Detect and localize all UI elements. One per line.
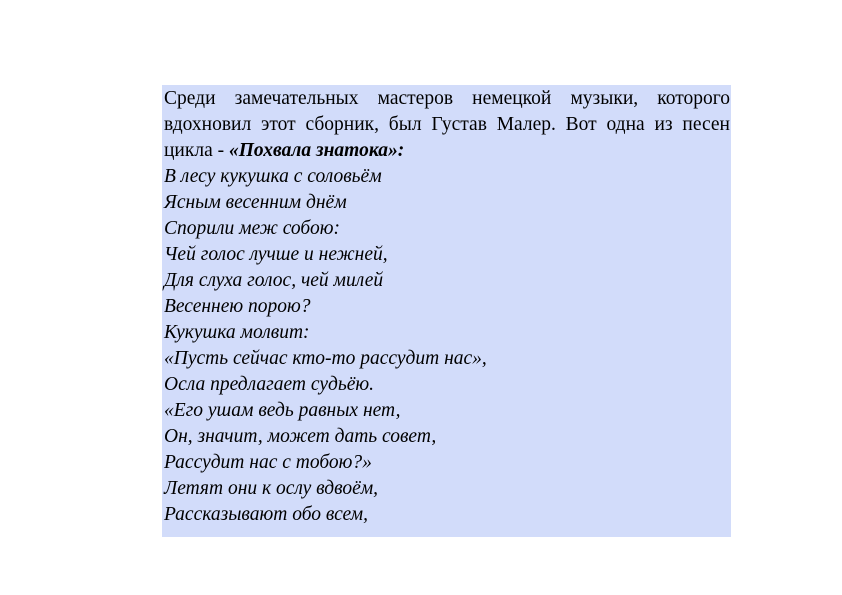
verse-line: Чей голос лучше и нежней, bbox=[164, 244, 388, 265]
verse-line: Осла предлагает судьёю. bbox=[164, 374, 374, 395]
verse-line: «Его ушам ведь равных нет, bbox=[164, 400, 401, 421]
verse bbox=[164, 164, 730, 528]
verse-line: В лесу кукушка с соловьём bbox=[164, 166, 382, 187]
song-title: «Похвала знатока» bbox=[228, 140, 398, 161]
verse-line: Рассудит нас с тобою?» bbox=[164, 452, 372, 473]
verse-line: Летят они к ослу вдвоём, bbox=[164, 478, 379, 499]
verse-line: «Пусть сейчас кто-то рассудит нас», bbox=[164, 348, 487, 369]
intro-colon: : bbox=[397, 140, 405, 161]
intro-paragraph bbox=[164, 86, 730, 164]
verse-line: Спорили меж собою: bbox=[164, 218, 340, 239]
verse-line: Он, значит, может дать совет, bbox=[164, 426, 437, 447]
verse-line: Весеннею порою? bbox=[164, 296, 311, 317]
intro-text: Среди замечательных мастеров немецкой музыки, которого вдохновил этот сборник, был Густав Малер. Вот одна из песен цикла - bbox=[164, 88, 730, 161]
verse-line: Рассказывают обо всем, bbox=[164, 504, 368, 525]
verse-line: Для слуха голос, чей милей bbox=[164, 270, 384, 291]
verse-line: Ясным весенним днём bbox=[164, 192, 347, 213]
text-box bbox=[162, 85, 731, 537]
verse-line: Кукушка молвит: bbox=[164, 322, 310, 343]
